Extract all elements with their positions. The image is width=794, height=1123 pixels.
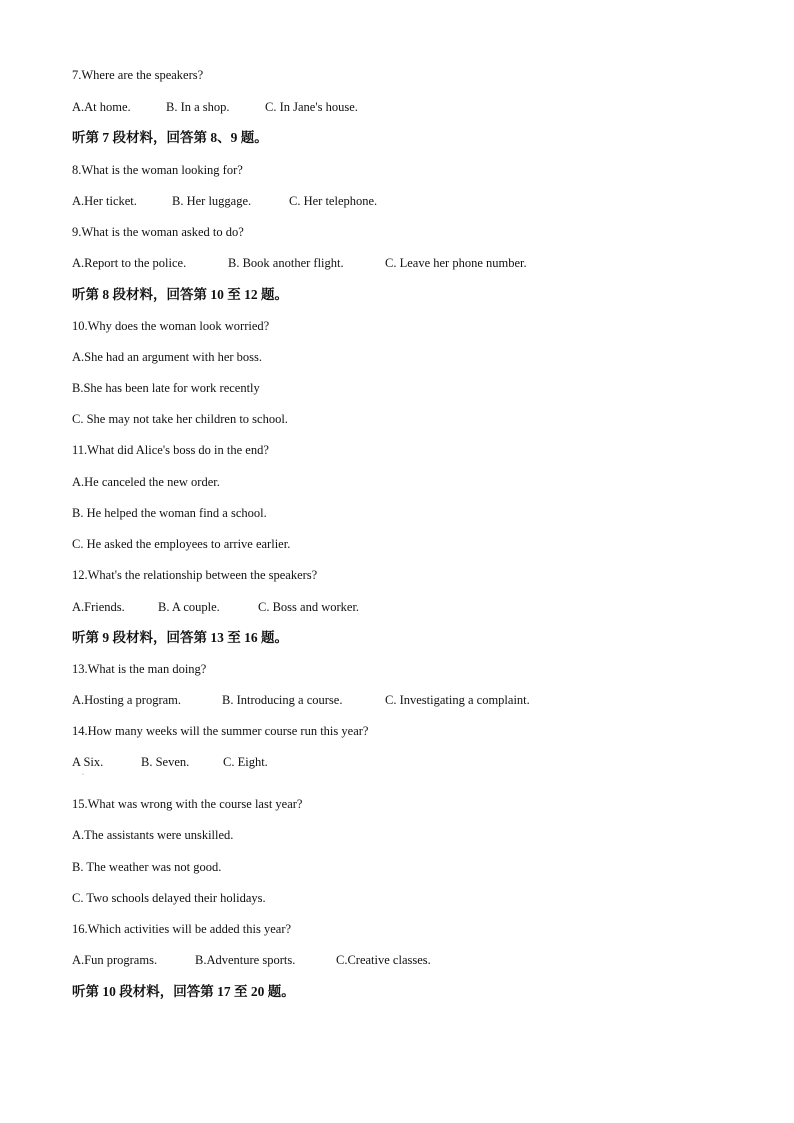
question-line: 13.What is the man doing? — [72, 662, 207, 676]
section-heading: 听第 10 段材料，回答第 17 至 20 题。 — [72, 984, 295, 999]
answer-option: A.Fun programs. — [72, 953, 158, 967]
answer-option: A Six. — [72, 755, 104, 769]
answer-option: B.Adventure sports. — [195, 953, 296, 967]
question-line: 11.What did Alice's boss do in the end? — [72, 443, 269, 457]
question-line: C. Two schools delayed their holidays. — [72, 891, 266, 905]
answer-option: C. Boss and worker. — [258, 600, 360, 614]
section-heading: 听第 7 段材料，回答第 8、9 题。 — [72, 130, 268, 145]
question-line: C. She may not take her children to school. — [72, 412, 288, 426]
answer-option: A.Report to the police. — [72, 256, 187, 270]
answer-option: C. Eight. — [223, 755, 268, 769]
answer-option: B. In a shop. — [166, 100, 230, 114]
question-line: B. The weather was not good. — [72, 860, 222, 874]
question-line: 7.Where are the speakers? — [72, 68, 204, 82]
question-line: A.He canceled the new order. — [72, 475, 220, 489]
question-line: 8.What is the woman looking for? — [72, 163, 243, 177]
stray-mark: · — [82, 772, 84, 778]
question-line: 14.How many weeks will the summer course run this year? — [72, 724, 369, 738]
question-line: 9.What is the woman asked to do? — [72, 225, 244, 239]
question-line: B. He helped the woman find a school. — [72, 506, 267, 520]
answer-option: A.Her ticket. — [72, 194, 137, 208]
answer-option: A.At home. — [72, 100, 131, 114]
answer-option: A.Friends. — [72, 600, 125, 614]
answer-option: C. Her telephone. — [289, 194, 378, 208]
answer-option: A.Hosting a program. — [72, 693, 182, 707]
answer-option: B. Her luggage. — [172, 194, 252, 208]
answer-option: C. Leave her phone number. — [385, 256, 527, 270]
question-line: B.She has been late for work recently — [72, 381, 260, 395]
answer-option: B. A couple. — [158, 600, 220, 614]
question-line: A.The assistants were unskilled. — [72, 828, 234, 842]
question-line: 15.What was wrong with the course last year? — [72, 797, 303, 811]
answer-option: C.Creative classes. — [336, 953, 431, 967]
question-line: 16.Which activities will be added this year? — [72, 922, 292, 936]
question-line: A.She had an argument with her boss. — [72, 350, 263, 364]
question-line: 10.Why does the woman look worried? — [72, 319, 270, 333]
answer-option: B. Book another flight. — [228, 256, 344, 270]
answer-option: B. Seven. — [141, 755, 190, 769]
section-heading: 听第 8 段材料，回答第 10 至 12 题。 — [72, 287, 288, 302]
question-line: C. He asked the employees to arrive earlier. — [72, 537, 291, 551]
answer-option: C. Investigating a complaint. — [385, 693, 530, 707]
question-line: 12.What's the relationship between the speakers? — [72, 568, 318, 582]
answer-option: B. Introducing a course. — [222, 693, 343, 707]
section-heading: 听第 9 段材料，回答第 13 至 16 题。 — [72, 630, 288, 645]
answer-option: C. In Jane's house. — [265, 100, 358, 114]
